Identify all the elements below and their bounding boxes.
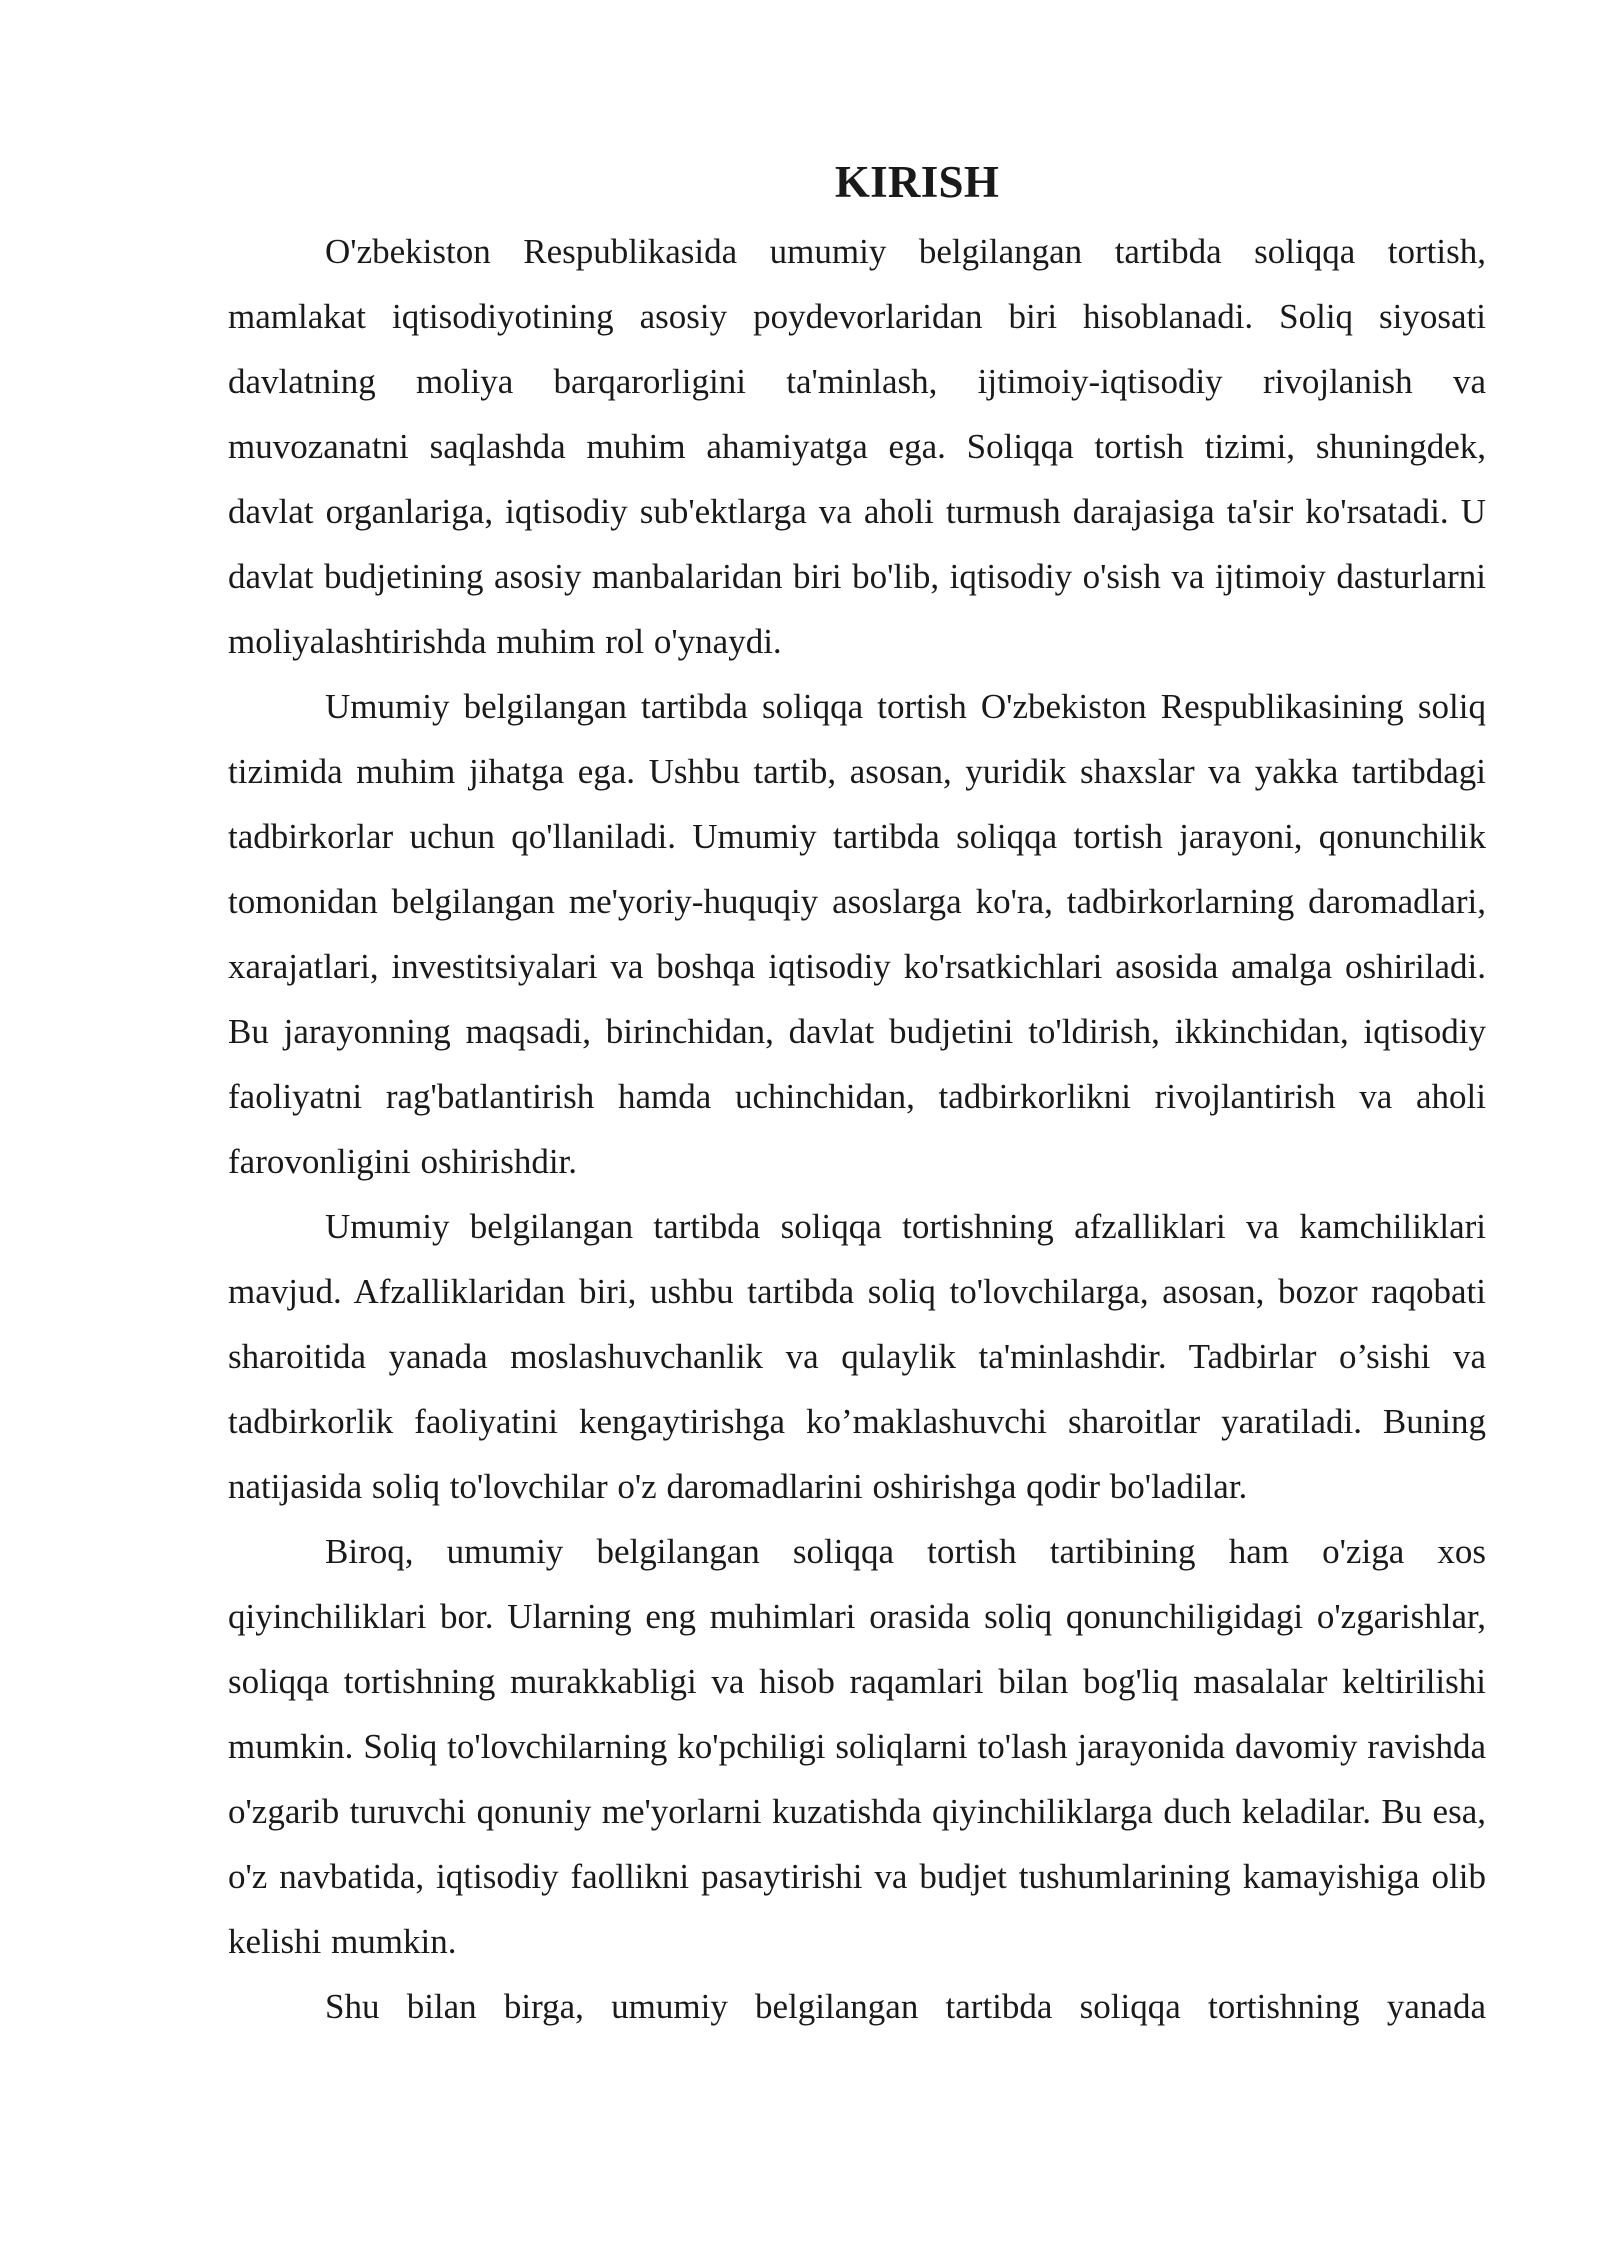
- paragraph-4: Biroq, umumiy belgilangan soliqqa tortish tartibining ham o'ziga xos qiyinchiliklari bor. Ularning eng muhimlari orasida soliq qonunchiligidagi o'zgarishlar, soliqqa tortishning murakkabligi va hisob raqamlari bilan bog'liq masalalar keltirilishi mumkin. Soliq to'lovchilarning ko'pchiligi soliqlarni to'lash jarayonida davomiy ravishda o'zgarib turuvchi qonuniy me'yorlarni kuzatishda qiyinchiliklarga duch keladilar. Bu esa, o'z navbatida, iqtisodiy faollikni pasaytirishi va budjet tushumlarining kamayishiga olib kelishi mumkin.: [228, 1532, 1486, 1961]
- paragraph-5: Shu bilan birga, umumiy belgilangan tartibda soliqqa tortishning yanada: [325, 1987, 1486, 2026]
- paragraph-3: Umumiy belgilangan tartibda soliqqa tortishning afzalliklari va kamchiliklari mavjud. Afzalliklaridan biri, ushbu tartibda soliq to'lovchilarga, asosan, bozor raqobati sharoitida yanada moslashuvchanlik va qulaylik ta'minlashdir. Tadbirlar o’sishi va tadbirkorlik faoliyatini kengaytirishga ko’maklashuvchi sharoitlar yaratiladi. Buning natijasida soliq to'lovchilar o'z daromadlarini oshirishga qodir bo'ladilar.: [228, 1207, 1486, 1506]
- page-title: KIRISH: [834, 157, 1000, 207]
- paragraph-2: Umumiy belgilangan tartibda soliqqa tortish O'zbekiston Respublikasining soliq tizimida muhim jihatga ega. Ushbu tartib, asosan, yuridik shaxslar va yakka tartibdagi tadbirkorlar uchun qo'llaniladi. Umumiy tartibda soliqqa tortish jarayoni, qonunchilik tomonidan belgilangan me'yoriy-huquqiy asoslarga ko'ra, tadbirkorlarning daromadlari, xarajatlari, investitsiyalari va boshqa iqtisodiy ko'rsatkichlari asosida amalga oshiriladi. Bu jarayonning maqsadi, birinchidan, davlat budjetini to'ldirish, ikkinchidan, iqtisodiy faoliyatni rag'batlantirish hamda uchinchidan, tadbirkorlikni rivojlantirish va aholi farovonligini oshirishdir.: [228, 687, 1486, 1181]
- document-body: [228, 145, 1486, 2039]
- paragraph-1: O'zbekiston Respublikasida umumiy belgilangan tartibda soliqqa tortish, mamlakat iqtisodiyotining asosiy poydevorlaridan biri hisoblanadi. Soliq siyosati davlatning moliya barqarorligini ta'minlash, ijtimoiy-iqtisodiy rivojlanish va muvozanatni saqlashda muhim ahamiyatga ega. Soliqqa tortish tizimi, shuningdek, davlat organlariga, iqtisodiy sub'ektlarga va aholi turmush darajasiga ta'sir ko'rsatadi. U davlat budjetining asosiy manbalaridan biri bo'lib, iqtisodiy o'sish va ijtimoiy dasturlarni moliyalashtirishda muhim rol o'ynaydi.: [228, 232, 1486, 661]
